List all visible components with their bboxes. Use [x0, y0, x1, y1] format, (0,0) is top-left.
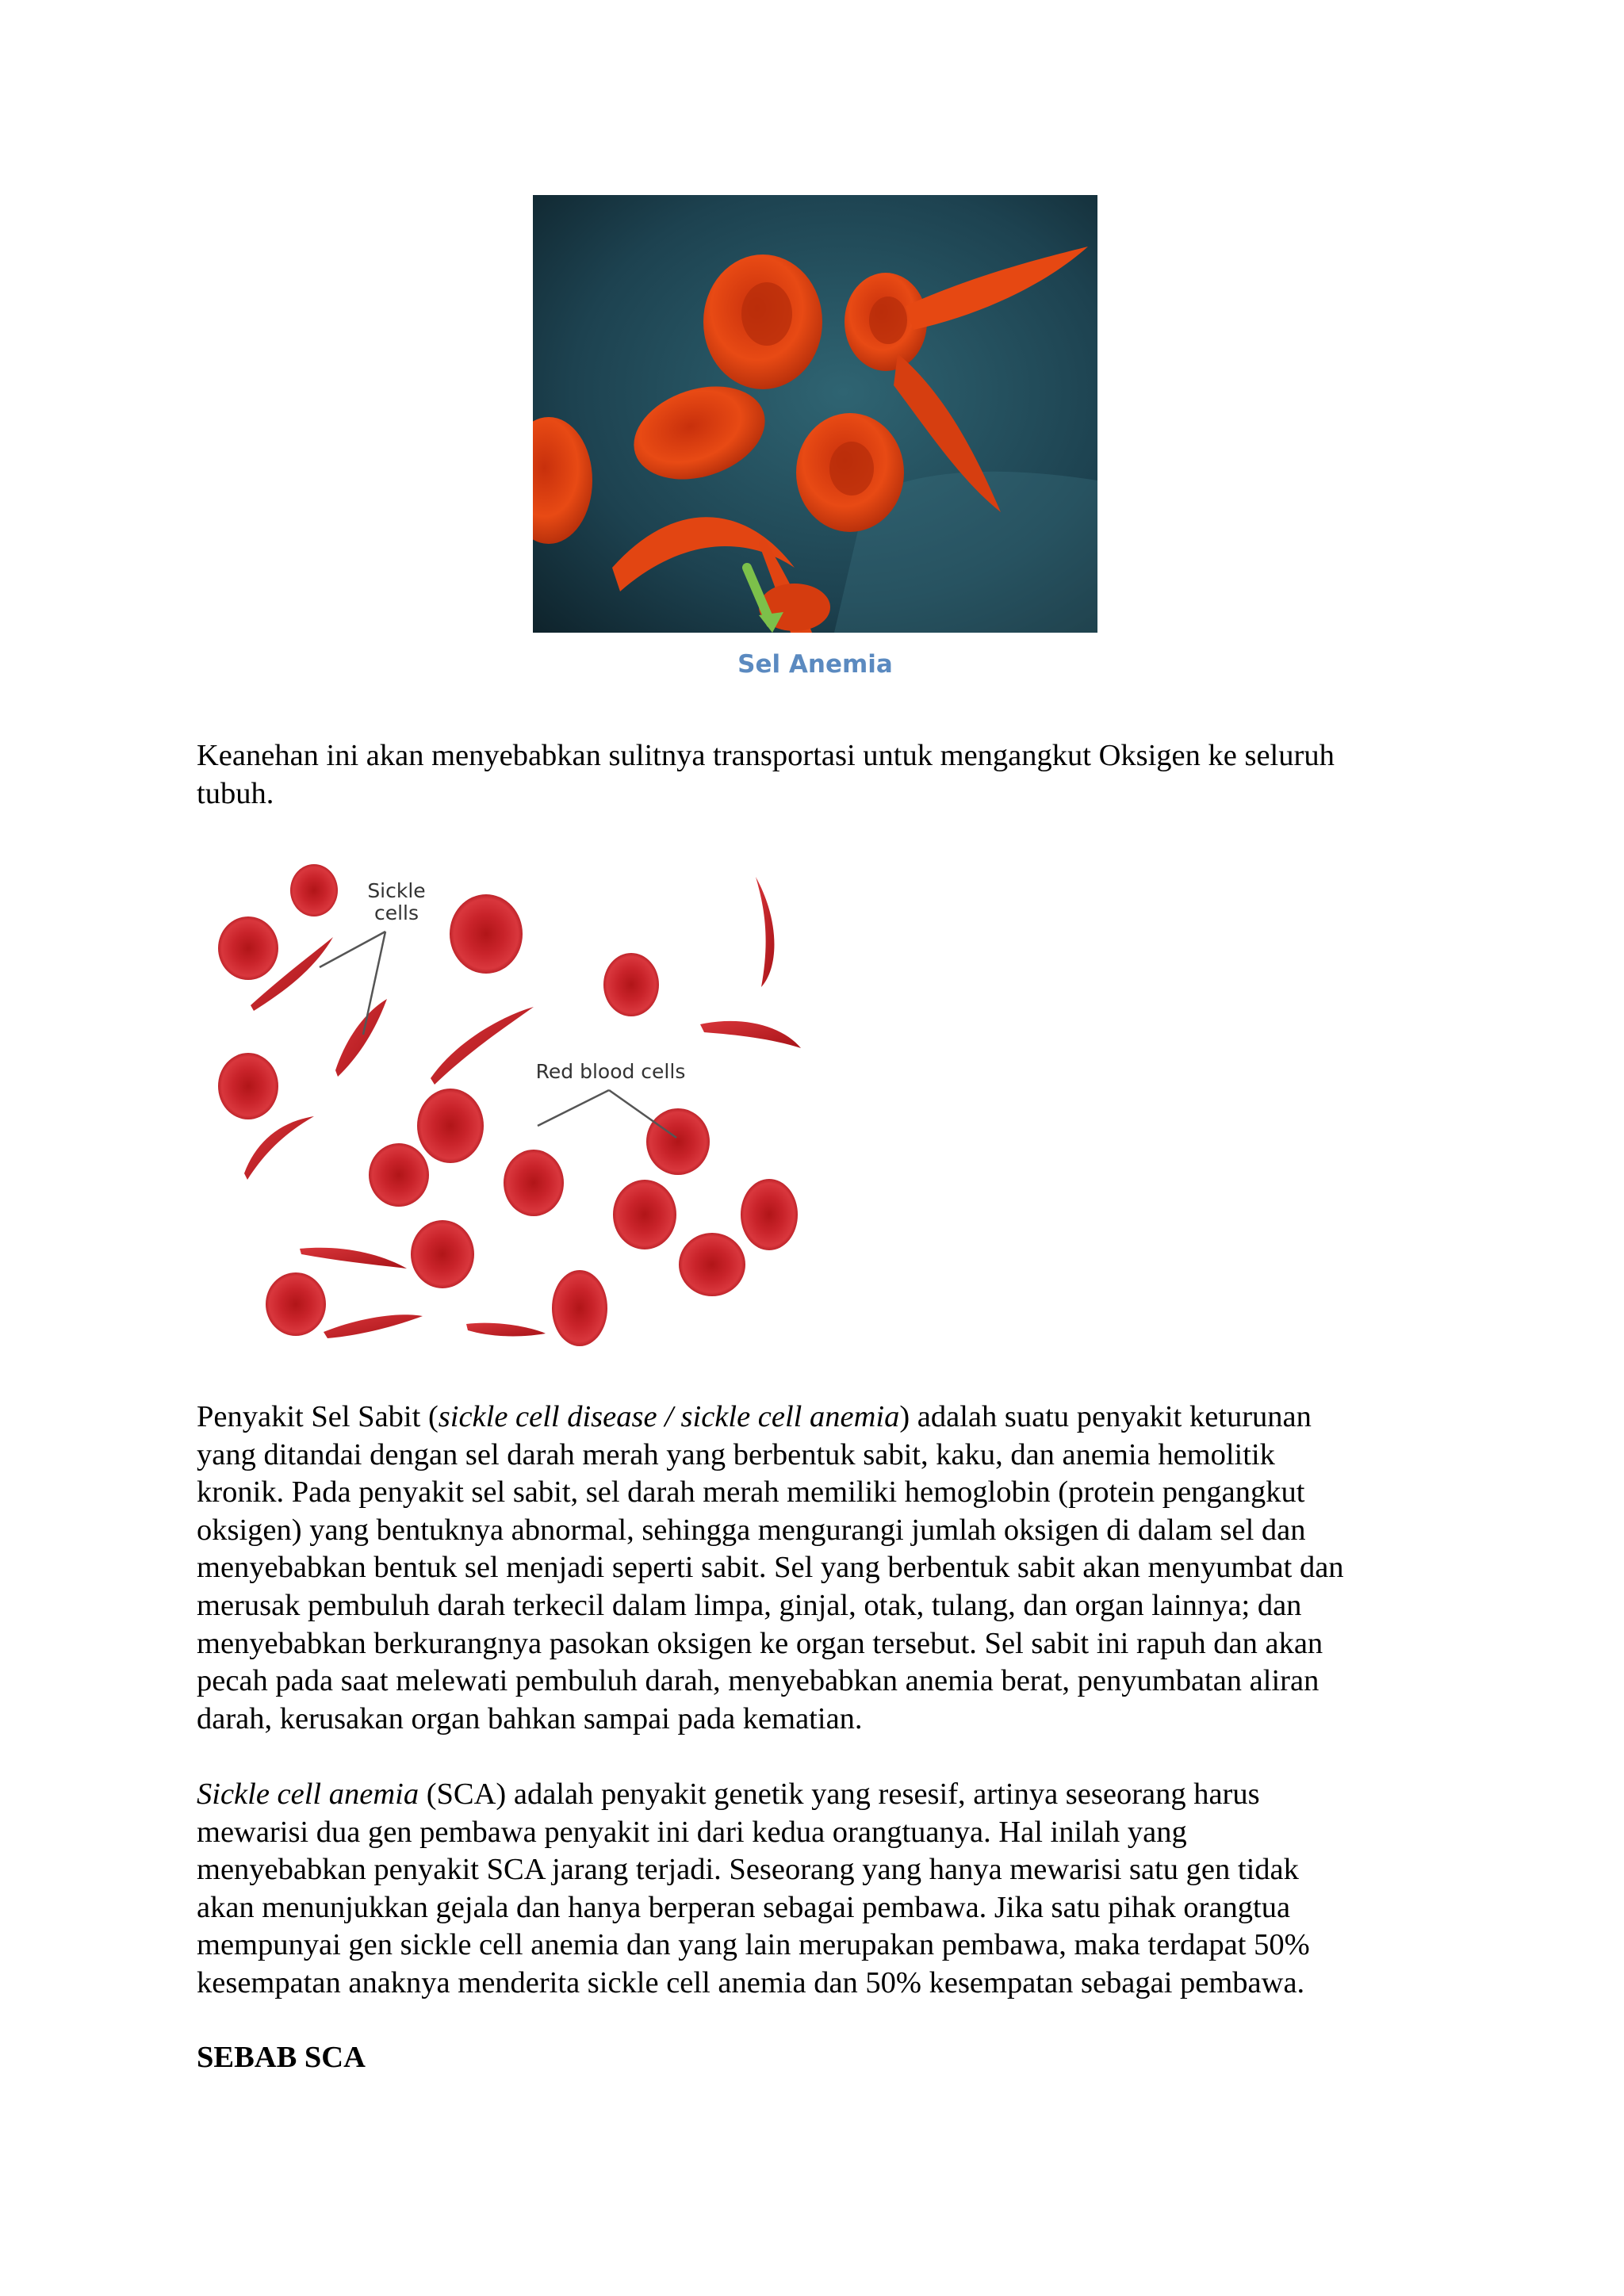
sickle-vs-normal-cells-diagram: [197, 848, 815, 1364]
disease-line1-after: ) adalah suatu penyakit keturunan: [899, 1400, 1312, 1433]
disease-line: menyebabkan berkurangnya pasokan oksigen ke organ tersebut. Sel sabit ini rapuh dan akan: [197, 1626, 1323, 1660]
sickle-cells-label-line1: Sickle: [367, 879, 426, 902]
disease-line: [197, 1399, 1434, 1437]
disease-line: oksigen) yang bentuknya abnormal, sehingga mengurangi jumlah oksigen di dalam sel dan: [197, 1513, 1306, 1547]
genetics-line: akan menunjukkan gejala dan hanya berperan sebagai pembawa. Jika satu pihak orangtua: [197, 1890, 1291, 1924]
disease-line: kronik. Pada penyakit sel sabit, sel darah merah memiliki hemoglobin (protein pengangkut: [197, 1475, 1305, 1510]
disease-line: darah, kerusakan organ bahkan sampai pada kematian.: [197, 1701, 863, 1735]
photo-caption: Sel Anemia: [737, 650, 893, 679]
genetics-line1-after: (SCA) adalah penyakit genetik yang resesif, artinya seseorang harus: [419, 1777, 1260, 1811]
genetics-line: [197, 1776, 1434, 1814]
disease-line: merusak pembuluh darah terkecil dalam limpa, ginjal, otak, tulang, dan organ lainnya; dan: [197, 1588, 1302, 1622]
disease-line: pecah pada saat melewati pembuluh darah, menyebabkan anemia berat, penyumbatan aliran: [197, 1664, 1320, 1698]
disease-line: menyebabkan bentuk sel menjadi seperti sabit. Sel yang berbentuk sabit akan menyumbat dan: [197, 1551, 1344, 1585]
disease-paragraph: [197, 1399, 1434, 1738]
disease-term-italic: sickle cell disease / sickle cell anemia: [438, 1400, 900, 1433]
sickle-cell-micrograph: [533, 195, 1097, 633]
genetics-line: menyebabkan penyakit SCA jarang terjadi. Seseorang yang hanya mewarisi satu gen tidak: [197, 1853, 1299, 1887]
genetics-line: mewarisi dua gen pembawa penyakit ini dari kedua orangtuanya. Hal inilah yang: [197, 1815, 1187, 1849]
red-blood-cells-label: Red blood cells: [535, 1060, 686, 1083]
intro-line: tubuh.: [197, 776, 274, 810]
disease-line: yang ditandai dengan sel darah merah yang berbentuk sabit, kaku, dan anemia hemolitik: [197, 1437, 1275, 1471]
genetics-paragraph: [197, 1776, 1434, 2003]
section-heading: SEBAB SCA: [197, 2041, 366, 2074]
sickle-cells-label-line2: cells: [373, 901, 419, 924]
genetics-term-italic: Sickle cell anemia: [197, 1777, 419, 1811]
disease-line1-before: Penyakit Sel Sabit (: [197, 1400, 439, 1433]
intro-paragraph: [197, 737, 1434, 813]
genetics-line: kesempatan anaknya menderita sickle cell anemia dan 50% kesempatan sebagai pembawa.: [197, 1965, 1305, 1999]
intro-line: Keanehan ini akan menyebabkan sulitnya transportasi untuk mengangkut Oksigen ke seluruh: [197, 739, 1335, 772]
genetics-line: mempunyai gen sickle cell anemia dan yang lain merupakan pembawa, maka terdapat 50%: [197, 1928, 1310, 1962]
